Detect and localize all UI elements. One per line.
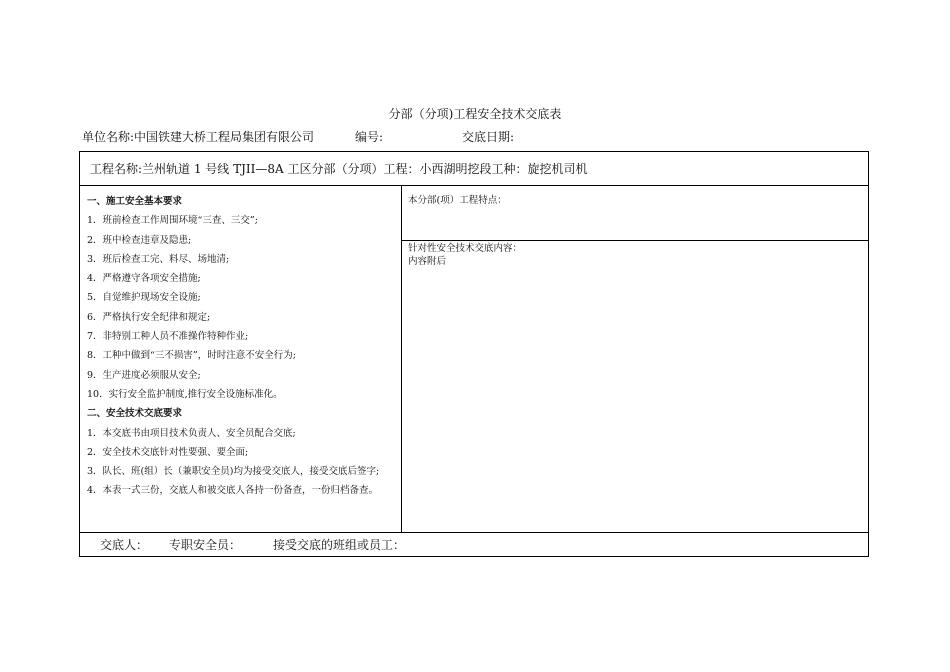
requirement-item: 7．非特别工种人员不准操作特种作业;: [87, 331, 249, 343]
requirement-item: 10．实行安全监护制度,推行安全设施标准化。: [87, 388, 283, 400]
disclosure-content-note: 内容附后: [408, 256, 447, 267]
requirement-item: 1．班前检查工作周围环境“三查、三交”;: [87, 215, 258, 227]
disclosure-date-label: 交底日期:: [462, 130, 515, 144]
disclosure-item: 3．队长、班(组）长（兼职安全员)均为接受交底人，接受交底后签字;: [87, 466, 380, 478]
requirement-item: 6．严格执行安全纪律和规定;: [87, 311, 211, 323]
form-title: 分部（分项)工程安全技术交底表: [388, 107, 562, 121]
requirement-item: 9．生产进度必须服从安全;: [87, 369, 201, 381]
requirement-item: 4．严格遵守各项安全措施;: [87, 273, 201, 285]
details-column: [402, 186, 868, 532]
requirements-column: [80, 186, 402, 532]
signature-row: [80, 532, 868, 556]
requirement-item: 8．工种中做到“三不损害”，时时注意不安全行为;: [87, 350, 296, 362]
disclosure-item: 2．安全技术交底针对性要强、要全面;: [87, 446, 249, 458]
project-features-label: 本分部(项）工程特点：: [408, 195, 507, 206]
disclosure-content-label: 针对性安全技术交底内容：: [408, 243, 523, 254]
requirement-item: 3．班后检查工完、料尽、场地清;: [87, 253, 230, 265]
disclosure-content-cell: [402, 241, 868, 268]
project-features-cell: [402, 186, 868, 241]
section-heading-basic-requirements: 一、施工安全基本要求: [87, 196, 183, 207]
section-heading-disclosure-requirements: 二、安全技术交底要求: [87, 408, 183, 420]
safety-officer-label: 专职安全员：: [169, 538, 242, 552]
requirement-item: 5．自觉维护现场安全设施;: [87, 292, 201, 304]
safety-disclosure-form: [79, 151, 869, 557]
disclosure-item: 4．本表一式三份，交底人和被交底人各持一份备查，一份归档备查。: [87, 485, 379, 497]
discloser-label: 交底人：: [100, 538, 149, 552]
form-number-label: 编号:: [355, 130, 384, 144]
disclosure-item: 1．本交底书由项目技术负责人、安全员配合交底;: [87, 427, 296, 439]
unit-name: 单位名称:中国铁建大桥工程局集团有限公司: [82, 130, 315, 144]
requirement-item: 2．班中检查违章及隐患;: [87, 234, 192, 246]
receivers-label: 接受交底的班组或员工：: [273, 538, 406, 552]
project-name-row: 工程名称:兰州轨道 1 号线 TJII—8A 工区分部（分项）工程：小西湖明挖段工种：旋挖机司机: [80, 152, 868, 186]
